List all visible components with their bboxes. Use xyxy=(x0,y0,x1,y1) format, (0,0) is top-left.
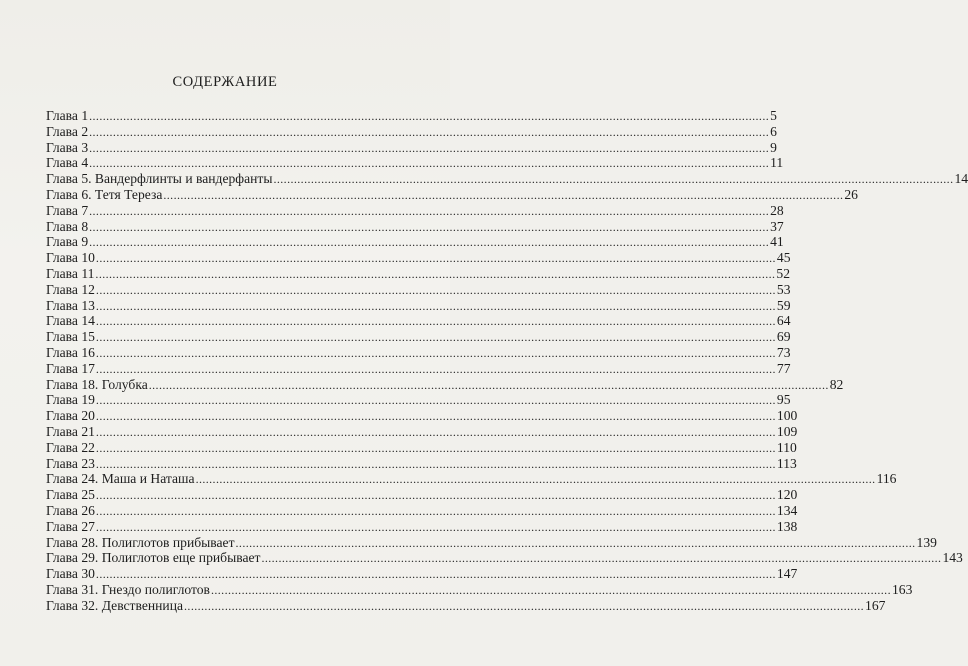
toc-entry-title: Глава 24. Маша и Наташа xyxy=(46,471,195,487)
toc-entry-page-number: 59 xyxy=(776,297,791,313)
toc-entry xyxy=(46,581,913,598)
toc-entry-title: Глава 8 xyxy=(46,218,89,234)
toc-entry-title: Глава 3 xyxy=(46,139,89,155)
toc-entry xyxy=(46,265,791,282)
toc-entry-page-number: 5 xyxy=(770,108,777,123)
toc-entry-title: Глава 10 xyxy=(46,250,95,266)
toc-entry xyxy=(46,234,784,250)
toc-dot-leader: ........................................................................................................................................................................................................ xyxy=(89,235,770,250)
toc-entry-title: Глава 27 xyxy=(46,518,95,534)
toc-entry-title: Глава 31. Гнездо полиглотов xyxy=(46,581,210,597)
toc-entry-title: Глава 18. Голубка xyxy=(46,376,148,392)
toc-entry-title: Глава 2 xyxy=(46,123,89,139)
toc-entry xyxy=(46,439,797,456)
toc-entry xyxy=(46,550,963,566)
toc-entry-page-number: 110 xyxy=(776,439,797,455)
toc-entry-title: Глава 4 xyxy=(46,155,89,171)
toc-entry-page-number: 138 xyxy=(776,518,798,534)
toc-entry-page-number: 69 xyxy=(776,329,791,345)
toc-entry-title: Глава 15 xyxy=(46,329,95,345)
toc-dot-leader: ........................................................................................................................................................................................................ xyxy=(95,393,776,408)
toc-entry-page-number: 52 xyxy=(776,265,791,281)
toc-dot-leader: ........................................................................................................................................................................................................ xyxy=(95,503,776,518)
toc-entry-title: Глава 16 xyxy=(46,344,95,360)
toc-dot-leader: ........................................................................................................................................................................................................ xyxy=(95,361,776,376)
toc-dot-leader: ........................................................................................................................................................................................................ xyxy=(261,551,942,566)
toc-entry-title: Глава 28. Полиглотов прибывает xyxy=(46,534,235,550)
toc-entry-page-number: 77 xyxy=(776,360,791,376)
toc-entry xyxy=(46,250,791,266)
toc-dot-leader: ........................................................................................................................................................................................................ xyxy=(95,519,776,534)
toc-entry-page-number: 41 xyxy=(770,234,784,250)
toc-entry-title: Глава 7 xyxy=(46,202,89,218)
toc-entry xyxy=(46,487,798,503)
toc-entry-page-number: 26 xyxy=(844,186,858,202)
toc-entry-page-number: 95 xyxy=(776,392,791,408)
toc-entry-page-number: 109 xyxy=(776,423,798,439)
toc-entry xyxy=(46,502,798,519)
toc-entry xyxy=(46,186,858,203)
toc-entry-page-number: 11 xyxy=(770,155,784,171)
toc-entry-page-number: 163 xyxy=(891,581,913,597)
toc-entry-page-number: 53 xyxy=(776,281,791,297)
toc-dot-leader: ........................................................................................................................................................................................................ xyxy=(210,582,891,597)
toc-entry xyxy=(46,281,791,298)
toc-entry-title: Глава 6. Тетя Тереза xyxy=(46,186,163,202)
toc-entry-page-number: 73 xyxy=(776,344,791,360)
toc-entry-title: Глава 22 xyxy=(46,439,95,455)
toc-dot-leader: ........................................................................................................................................................................................................ xyxy=(89,203,770,218)
toc-entry xyxy=(46,297,791,314)
table-of-contents xyxy=(46,108,968,614)
toc-entry-title: Глава 29. Полиглотов еще прибывает xyxy=(46,550,261,566)
toc-dot-leader: ........................................................................................................................................................................................................ xyxy=(95,282,776,297)
toc-entry-page-number: 139 xyxy=(916,534,937,550)
toc-entry xyxy=(46,329,791,345)
toc-dot-leader: ........................................................................................................................................................................................................ xyxy=(89,219,770,234)
toc-entry-page-number: 113 xyxy=(776,455,797,471)
toc-entry-title: Глава 19 xyxy=(46,392,95,408)
toc-entry-title: Глава 13 xyxy=(46,297,95,313)
toc-entry xyxy=(46,518,798,535)
toc-dot-leader: ........................................................................................................................................................................................................ xyxy=(95,314,776,329)
toc-dot-leader: ........................................................................................................................................................................................................ xyxy=(195,472,876,487)
toc-dot-leader: ........................................................................................................................................................................................................ xyxy=(95,298,776,313)
toc-entry-page-number: 100 xyxy=(776,408,798,424)
toc-entry-page-number: 143 xyxy=(942,550,963,566)
toc-dot-leader: ........................................................................................................................................................................................................ xyxy=(163,187,844,202)
toc-dot-leader: ........................................................................................................................................................................................................ xyxy=(95,424,776,439)
toc-entry xyxy=(46,566,798,582)
toc-dot-leader: ........................................................................................................................................................................................................ xyxy=(95,409,776,424)
toc-entry-title: Глава 25 xyxy=(46,487,95,503)
toc-entry xyxy=(46,455,797,472)
toc-entry-page-number: 14 xyxy=(954,171,968,187)
toc-entry xyxy=(46,313,791,329)
toc-entry xyxy=(46,123,777,140)
toc-entry-page-number: 116 xyxy=(876,471,897,487)
toc-entry xyxy=(46,108,777,124)
toc-entry-page-number: 134 xyxy=(776,502,798,518)
toc-entry-page-number: 147 xyxy=(776,566,798,582)
toc-entry-title: Глава 1 xyxy=(46,108,89,123)
toc-dot-leader: ........................................................................................................................................................................................................ xyxy=(89,156,770,171)
toc-entry xyxy=(46,218,784,235)
toc-entry-title: Глава 14 xyxy=(46,313,95,329)
toc-dot-leader: ........................................................................................................................................................................................................ xyxy=(95,266,776,281)
toc-entry xyxy=(46,471,897,487)
toc-dot-leader: ........................................................................................................................................................................................................ xyxy=(95,251,776,266)
toc-entry-title: Глава 11 xyxy=(46,265,95,281)
toc-entry-title: Глава 20 xyxy=(46,408,95,424)
toc-entry-page-number: 37 xyxy=(770,218,784,234)
toc-dot-leader: ........................................................................................................................................................................................................ xyxy=(95,567,776,582)
toc-dot-leader: ........................................................................................................................................................................................................ xyxy=(95,456,776,471)
toc-dot-leader: ........................................................................................................................................................................................................ xyxy=(95,330,776,345)
toc-dot-leader: ........................................................................................................................................................................................................ xyxy=(148,377,829,392)
toc-entry xyxy=(46,534,937,551)
toc-entry-title: Глава 21 xyxy=(46,423,95,439)
toc-entry xyxy=(46,171,968,187)
toc-entry-page-number: 6 xyxy=(770,123,777,139)
toc-entry xyxy=(46,408,798,424)
toc-entry-page-number: 28 xyxy=(770,202,784,218)
toc-dot-leader: ........................................................................................................................................................................................................ xyxy=(89,109,770,123)
toc-entry xyxy=(46,423,798,440)
toc-dot-leader: ........................................................................................................................................................................................................ xyxy=(89,140,770,155)
toc-dot-leader: ........................................................................................................................................................................................................ xyxy=(95,440,776,455)
page-title: СОДЕРЖАНИЕ xyxy=(172,74,278,90)
toc-dot-leader: ........................................................................................................................................................................................................ xyxy=(273,172,954,187)
toc-entry xyxy=(46,139,777,156)
toc-entry xyxy=(46,597,886,614)
toc-entry-page-number: 120 xyxy=(776,487,798,503)
toc-entry-title: Глава 32. Девственница xyxy=(46,597,184,613)
toc-entry xyxy=(46,344,791,361)
toc-entry-title: Глава 5. Вандерфлинты и вандерфанты xyxy=(46,171,273,187)
toc-entry xyxy=(46,376,844,393)
toc-entry-page-number: 167 xyxy=(865,597,886,613)
toc-entry xyxy=(46,202,784,219)
toc-entry-page-number: 64 xyxy=(776,313,791,329)
toc-dot-leader: ........................................................................................................................................................................................................ xyxy=(95,488,776,503)
toc-entry-title: Глава 26 xyxy=(46,502,95,518)
toc-entry-page-number: 82 xyxy=(829,376,844,392)
toc-entry-page-number: 45 xyxy=(776,250,791,266)
toc-dot-leader: ........................................................................................................................................................................................................ xyxy=(89,124,770,139)
toc-entry-title: Глава 12 xyxy=(46,281,95,297)
toc-dot-leader: ........................................................................................................................................................................................................ xyxy=(235,535,916,550)
toc-entry xyxy=(46,392,791,408)
toc-entry-title: Глава 17 xyxy=(46,360,95,376)
toc-dot-leader: ........................................................................................................................................................................................................ xyxy=(95,345,776,360)
toc-entry-page-number: 9 xyxy=(770,139,777,155)
toc-entry-title: Глава 9 xyxy=(46,234,89,250)
toc-entry xyxy=(46,155,784,171)
toc-dot-leader: ........................................................................................................................................................................................................ xyxy=(184,598,865,613)
toc-entry xyxy=(46,360,791,377)
toc-entry-title: Глава 30 xyxy=(46,566,95,582)
toc-entry-title: Глава 23 xyxy=(46,455,95,471)
